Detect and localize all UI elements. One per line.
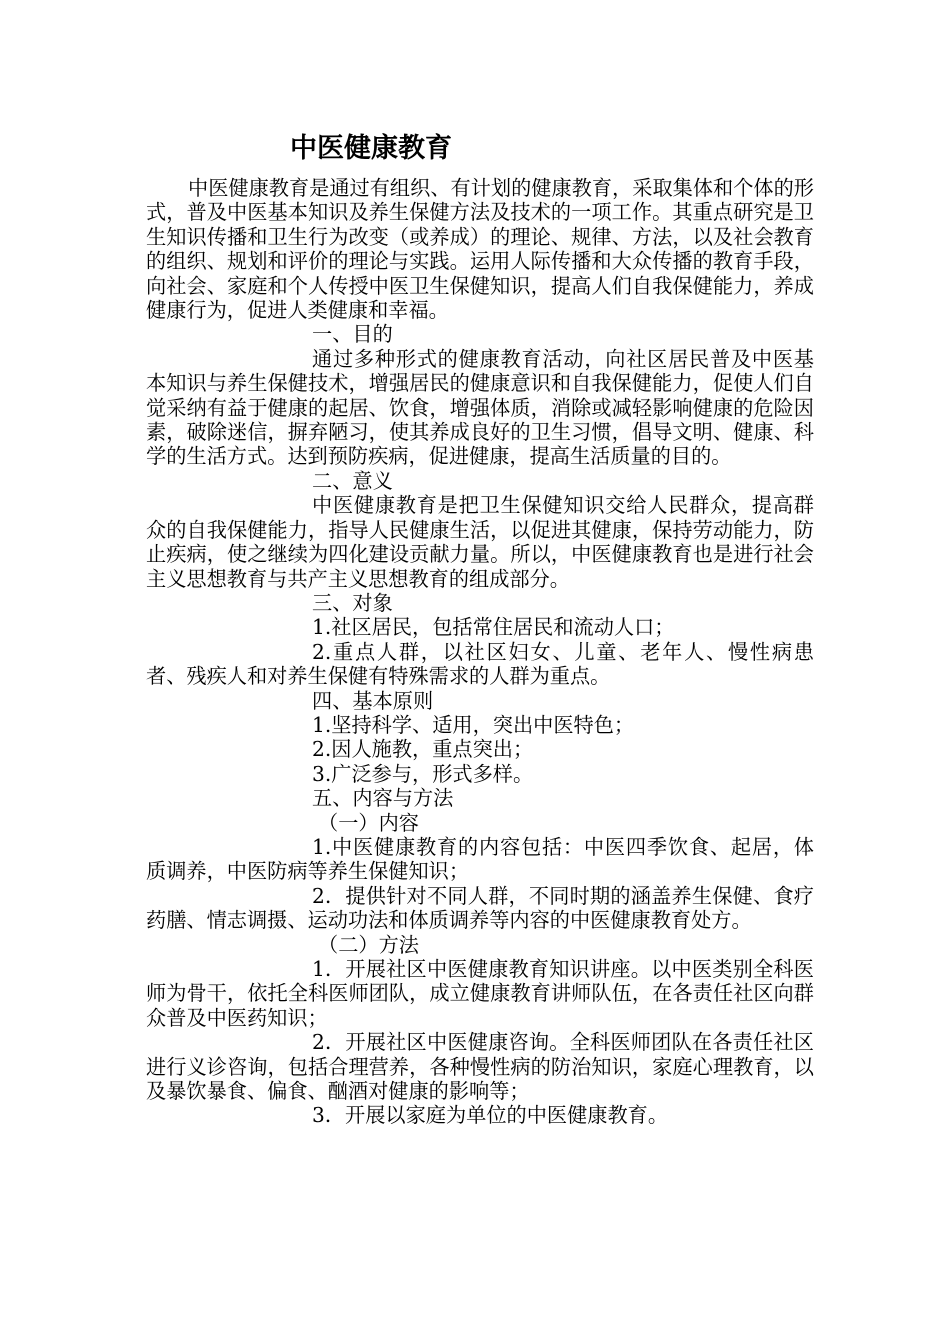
purpose-paragraph: 通过多种形式的健康教育活动，向社区居民普及中医基本知识与养生保健技术，增强居民的健康意识和自我保健能力，促使人们自觉采纳有益于健康的起居、饮食，增强体质，消除或减轻影响健康的危险因素，破除迷信，摒弃陋习，使其养成良好的卫生习惯，倡导文明、健康、科学的生活方式。达到预防疾病，促进健康，提高生活质量的目的。 <box>146 346 814 469</box>
method-item-2: 2．开展社区中医健康咨询。全科医师团队在各责任社区进行义诊咨询，包括合理营养，各种慢性病的防治知识，家庭心理教育，以及暴饮暴食、偏食、酗酒对健康的影响等； <box>146 1030 814 1104</box>
principle-item-2: 2.因人施教，重点突出； <box>312 737 534 762</box>
section-heading-audience: 三、对象 <box>312 590 393 615</box>
document-body <box>146 176 814 1128</box>
significance-paragraph: 中医健康教育是把卫生保健知识交给人民群众，提高群众的自我保健能力，指导人民健康生活，以促进其健康，保持劳动能力，防止疾病，使之继续为四化建设贡献力量。所以，中医健康教育也是进行社会主义思想教育与共产主义思想教育的组成部分。 <box>146 493 814 591</box>
subsection-heading-content: （一）内容 <box>318 810 419 835</box>
section-heading-significance: 二、意义 <box>312 468 393 493</box>
section-heading-content-methods: 五、内容与方法 <box>312 786 454 811</box>
principle-item-1: 1.坚持科学、适用，突出中医特色； <box>312 712 635 737</box>
method-item-1: 1．开展社区中医健康教育知识讲座。以中医类别全科医师为骨干，依托全科医师团队，成立健康教育讲师队伍，在各责任社区向群众普及中医药知识； <box>146 957 814 1030</box>
section-heading-principles: 四、基本原则 <box>312 688 434 713</box>
intro-paragraph: 中医健康教育是通过有组织、有计划的健康教育，采取集体和个体的形式，普及中医基本知识及养生保健方法及技术的一项工作。其重点研究是卫生知识传播和卫生行为改变（或养成）的理论、规律、方法，以及社会教育的组织、规划和评价的理论与实践。运用人际传播和大众传播的教育手段，向社会、家庭和个人传授中医卫生保健知识，提高人们自我保健能力，养成健康行为，促进人类健康和幸福。 <box>146 176 814 323</box>
audience-item-2: 2.重点人群，以社区妇女、儿童、老年人、慢性病患者、残疾人和对养生保健有特殊需求的人群为重点。 <box>146 639 814 689</box>
audience-item-1: 1.社区居民，包括常住居民和流动人口； <box>312 615 675 640</box>
principle-item-3: 3.广泛参与，形式多样。 <box>312 761 534 786</box>
content-item-1: 1.中医健康教育的内容包括：中医四季饮食、起居，体质调养，中医防病等养生保健知识； <box>146 834 814 884</box>
method-item-3: 3．开展以家庭为单位的中医健康教育。 <box>312 1103 669 1128</box>
subsection-heading-methods: （二）方法 <box>318 932 419 957</box>
document-title: 中医健康教育 <box>290 133 452 164</box>
content-item-2: 2．提供针对不同人群，不同时期的涵盖养生保健、食疗药膳、情志调摄、运动功法和体质调养等内容的中医健康教育处方。 <box>146 883 814 933</box>
section-heading-purpose: 一、目的 <box>312 322 393 347</box>
